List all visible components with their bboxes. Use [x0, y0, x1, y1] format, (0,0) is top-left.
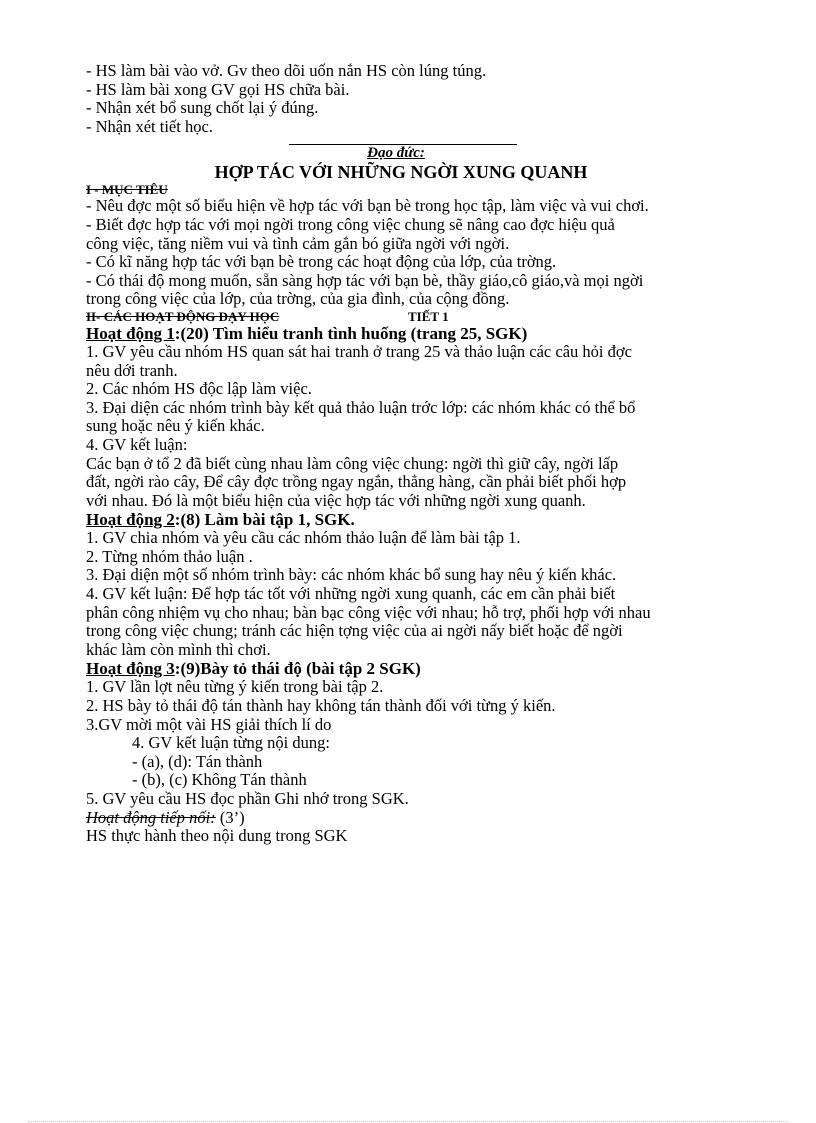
- lesson-period: TIẾT 1: [408, 308, 449, 324]
- activity-line: nêu dới tranh.: [86, 360, 178, 380]
- activity-line: 3. Đại diện một số nhóm trình bày: các nhóm khác bổ sung hay nêu ý kiến khác.: [86, 565, 617, 585]
- activity-line: 1. GV lần lợt nêu từng ý kiến trong bài tập 2.: [86, 677, 384, 697]
- activity2-heading: [86, 510, 736, 529]
- activity-line: 5. GV yêu cầu HS đọc phần Ghi nhớ trong SGK.: [86, 789, 409, 808]
- activity-line: 4. GV kết luận từng nội dung:: [132, 733, 330, 753]
- activity2-title: :(8) Làm bài tập 1, SGK.: [174, 510, 355, 530]
- section2-title: II- CÁC HOẠT ĐỘNG DẠY HỌC: [86, 308, 280, 324]
- activity-line: 1. GV chia nhóm và yêu cầu các nhóm thảo luận để làm bài tập 1.: [86, 528, 521, 548]
- activity1-title: :(20) Tìm hiểu tranh tình huống (trang 25, SGK): [174, 323, 528, 343]
- activity-line: 4. GV kết luận:: [86, 434, 188, 454]
- activity2-body: [86, 529, 736, 659]
- activity3-title: :(9)Bày tỏ thái độ (bài tập 2 SGK): [174, 659, 421, 679]
- activity1-heading: [86, 324, 736, 343]
- activity-line: khác làm còn mình thì chơi.: [86, 639, 271, 659]
- activity-line: sung hoặc nêu ý kiến khác.: [86, 416, 265, 436]
- activity-line: - (a), (d): Tán thành: [132, 751, 263, 771]
- activity-line: 2. Các nhóm HS độc lập làm việc.: [86, 379, 312, 399]
- objective-line: công việc, tăng niềm vui và tình cảm gắn bó giữa ngời với ngời.: [86, 233, 510, 253]
- activity3-heading: [86, 659, 736, 678]
- continuation-line: HS thực hành theo nội dung trong SGK: [86, 826, 348, 846]
- list-item: - HS làm bài xong GV gọi HS chữa bài.: [86, 79, 350, 99]
- activity-line: Các bạn ở tổ 2 đã biết cùng nhau làm công việc chung: ngời thì giữ cây, ngời lấp: [86, 453, 619, 473]
- section2-heading: [86, 309, 736, 324]
- activity-line: 2. Từng nhóm thảo luận .: [86, 546, 253, 566]
- activity-line: 4. GV kết luận: Để hợp tác tốt với những ngời xung quanh, các em cần phải biết: [86, 584, 616, 604]
- objective-line: - Có thái độ mong muốn, sẵn sàng hợp tác với bạn bè, thầy giáo,cô giáo,và mọi ngời: [86, 270, 644, 290]
- activity-line: 2. HS bày tỏ thái độ tán thành hay không tán thành đối với từng ý kiến.: [86, 696, 556, 716]
- objective-line: - Nêu đợc một số biểu hiện về hợp tác với bạn bè trong học tập, làm việc và vui chơi.: [86, 196, 649, 216]
- section1-heading: I - MỤC TIÊU: [86, 182, 168, 198]
- activity2-label: Hoạt động 2: [86, 510, 175, 530]
- top-list: [86, 62, 736, 136]
- continuation-time: (3’): [215, 807, 245, 827]
- activity-line: - (b), (c) Không Tán thành: [132, 770, 307, 790]
- activity1-body: [86, 343, 736, 510]
- document-page: [86, 62, 736, 846]
- objective-line: - Có kĩ năng hợp tác với bạn bè trong các hoạt động của lớp, của trờng.: [86, 252, 557, 272]
- lesson-title: HỢP TÁC VỚI NHỮNG NGỜI XUNG QUANH: [214, 162, 588, 183]
- subject-heading: Đạo đức:: [367, 145, 425, 162]
- objective-line: trong công việc của lớp, của trờng, của gia đình, của cộng đồng.: [86, 289, 510, 309]
- continuation-heading: [86, 809, 736, 828]
- list-item: - Nhận xét tiết học.: [86, 116, 213, 136]
- activity-line: đất, ngời rào cây, Để cây đợc trồng ngay ngắn, thẳng hàng, cần phải biết phối hợp: [86, 472, 627, 492]
- activity-line: phân công nhiệm vụ cho nhau; bàn bạc công việc với nhau; hỗ trợ, phối hợp với nhau: [86, 602, 651, 622]
- objectives: [86, 197, 736, 309]
- activity-line: 1. GV yêu cầu nhóm HS quan sát hai tranh ở trang 25 và thảo luận các câu hỏi đợc: [86, 341, 632, 361]
- activity3-body: [86, 678, 736, 808]
- activity3-label: Hoạt động 3: [86, 659, 175, 679]
- activity-line: trong công việc chung; tránh các hiện tợng việc của ai ngời nấy biết hoặc để ngời: [86, 621, 623, 641]
- list-item: - HS làm bài vào vở. Gv theo dõi uốn nắn HS còn lúng túng.: [86, 61, 487, 80]
- activity-line: với nhau. Đó là một biểu hiện của việc hợp tác với những ngời xung quanh.: [86, 490, 586, 510]
- activity-line: 3.GV mời một vài HS giải thích lí do: [86, 714, 332, 734]
- continuation-label: Hoạt động tiếp nối:: [86, 807, 216, 827]
- objective-line: - Biết đợc hợp tác với mọi ngời trong công việc chung sẽ nâng cao đợc hiệu quả: [86, 214, 615, 234]
- activity1-label: Hoạt động 1: [86, 323, 175, 343]
- page-bottom-rule: [28, 1121, 788, 1122]
- list-item: - Nhận xét bổ sung chốt lại ý đúng.: [86, 98, 319, 118]
- activity-line: 3. Đại diện các nhóm trình bày kết quả thảo luận trớc lớp: các nhóm khác có thể bổ: [86, 397, 636, 417]
